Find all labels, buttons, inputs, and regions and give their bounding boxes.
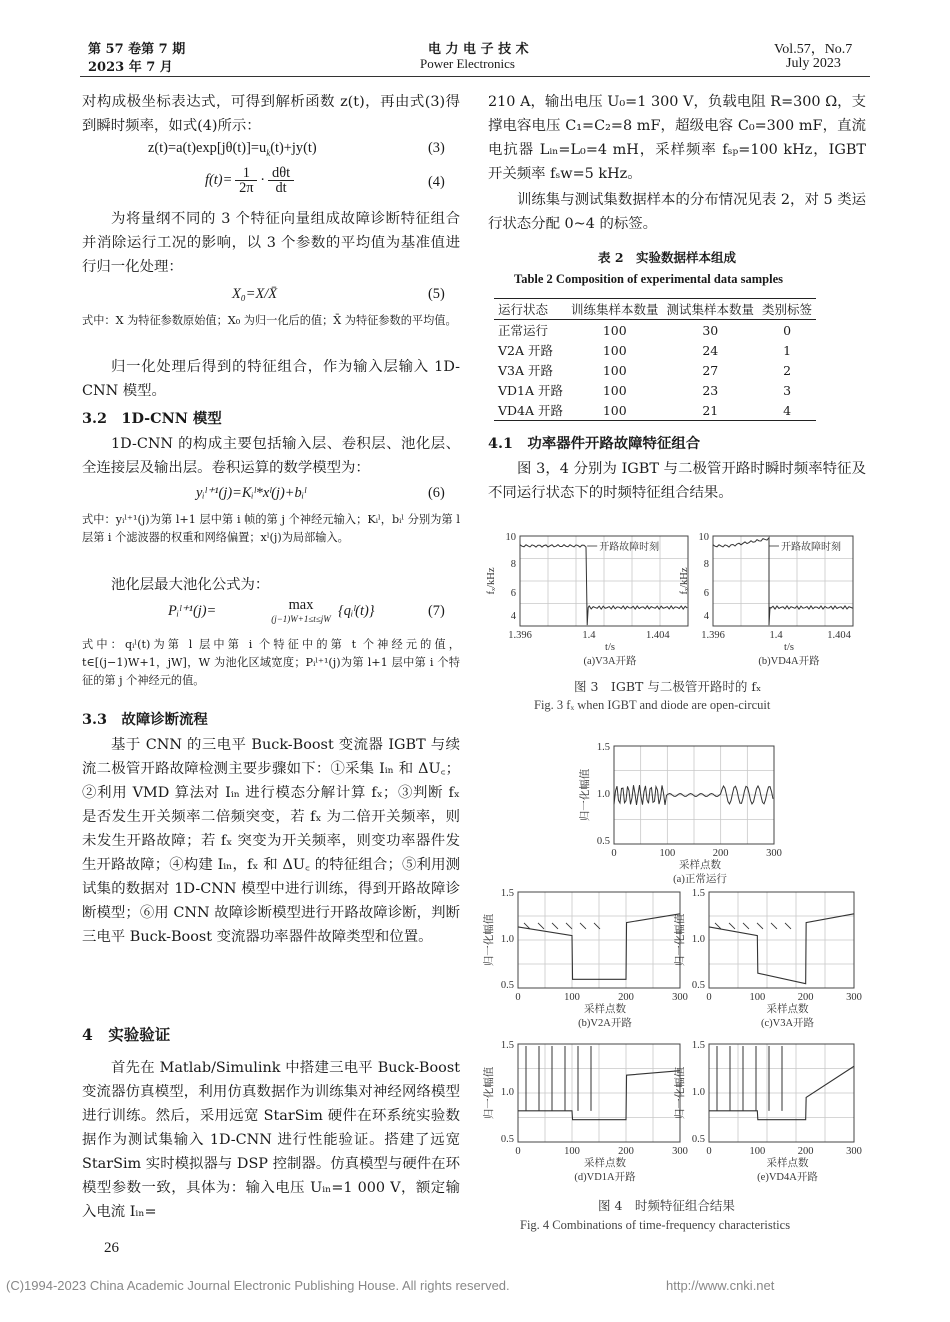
x-tick-label: 1.404 [645,630,670,641]
y-tick-label: 1.5 [691,888,705,899]
y-tick-label: 10 [505,532,516,543]
x-tick-label: 0 [706,992,712,1003]
table-cell: 30 [702,322,719,338]
x-tick-label: 100 [564,992,580,1003]
x-tick-label: 100 [749,992,766,1003]
y-tick-label: 6 [510,587,516,599]
y-axis-label: 归一化幅值 [580,768,591,822]
y-axis-label: 归一化幅值 [675,1066,686,1120]
ripple-mark [785,923,791,929]
table-cell: 23 [702,382,719,398]
equation-7-rhs: {qᵢˡ(t)} [338,603,375,619]
paragraph-experiment-setup: 首先在 Matlab/Simulink 中搭建三电平 Buck-Boost 变流器仿真模型，利用仿真数据作为训练集对神经网络模型进行训练。然后，采用远宽 StarSim 硬件在环系统实验数据作为测试集输入 1D-CNN 进行性能验证。搭建了远宽 StarSim 实时模拟器与 DSP 控制器。仿真模型与硬件在环模型参数一致，具体为：输入电压 Uᵢₙ=1 000 V，额定输入电流 Iᵢₙ= [82,1060,460,1220]
x-tick-label: 100 [749,1146,766,1157]
footer-copyright: (C)1994-2023 China Academic Journal Electronic Publishing House. All rights reserved. [6,1278,510,1293]
table-cell: VD1A 开路 [498,383,564,398]
paragraph-table-intro: 训练集与测试集数据样本的分布情况见表 2，对 5 类运行状态分配 0~4 的标签。 [488,192,866,232]
y-tick-label: 1.0 [500,934,514,946]
section-3-3-heading: 3.3 故障诊断流程 [82,711,208,728]
x-axis-label: 采样点数 [766,1004,809,1015]
series-line [614,785,773,805]
x-tick-label: 200 [797,1146,814,1157]
annotation-label: 开路故障时刻 [599,542,660,553]
x-tick-label: 0 [515,1146,521,1157]
x-tick-label: 300 [672,1146,688,1157]
chart-svg [677,528,887,674]
table-2 [494,298,816,421]
table-row [494,400,816,421]
equation-7-lhs: Pᵢˡ⁺¹(j)= [168,603,217,619]
x-tick-label: 200 [712,848,729,859]
y-tick-label: 6 [703,587,709,599]
paragraph-where-x: 式中：X 为特征参数原始值；X₀ 为归一化后的值；X̄ 为特征参数的平均值。 [82,314,457,327]
paragraph-diagnosis-steps: 基于 CNN 的三电平 Buck-Boost 变流器 IGBT 与续流二极管开路故障检测主要步骤如下：①采集 Iᵢₙ 和 ΔU꜀；②利用 VMD 算法对 Iᵢₙ 进行模态分解计算 fₓ；③判断 fₓ 是否发生开关频率二倍频突变，若 fₓ 为二倍开关频率，则未发生开路故障；若 fₓ 突变为开关频率，则变功率器件发生开路故障；④构建 Iᵢₙ，fₓ 和 ΔU꜀ 的特征组合；⑤利用测试集的数据对 1D-CNN 模型中进行训练，得到开路故障诊断模型；⑥用 CNN 故障诊断模型进行开路故障诊断，判断三电平 Buck-Boost 变流器功率器件故障类型和位置。 [82,737,460,945]
x-tick-label: 0 [611,848,617,859]
page-number: 26 [104,1240,119,1256]
table-cell: V3A 开路 [498,363,553,378]
x-axis-label: 采样点数 [584,1004,626,1015]
paragraph-figure-intro: 图 3，4 分别为 IGBT 与二极管开路时瞬时频率特征及不同运行状态下的时频特征组合结果。 [488,461,866,501]
chart-title: (d)VD1A开路 [574,1172,636,1183]
x-tick-label: 300 [846,1146,862,1157]
table-header: 运行状态 [498,302,549,317]
y-tick-label: 1.5 [500,888,514,899]
table-header: 训练集样本数量 [571,302,659,317]
table-cell: 100 [602,342,627,358]
y-tick-label: 8 [703,559,709,570]
figure-3-caption-en: Fig. 3 fₓ when IGBT and diode are open-circuit [534,698,771,712]
figure-3-caption-cn: 图 3 IGBT 与二极管开路时的 fₓ [574,679,762,694]
chart-title: (a)V3A开路 [583,656,637,667]
chart-svg [578,738,808,892]
equation-7-number: (7) [428,603,445,619]
table-cell: 100 [602,362,627,378]
chart-svg [673,884,888,1036]
paragraph-1dcnn-structure: 1D-CNN 的构成主要包括输入层、卷积层、池化层、全连接层及输出层。卷积运算的数学模型为： [82,436,460,476]
equation-5-number: (5) [428,286,445,302]
chart-title: (a)正常运行 [673,874,727,885]
paragraph-feature-input: 归一化处理后得到的特征组合，作为输入层输入 1D-CNN 模型。 [82,359,460,399]
table-cell: 2 [783,362,792,378]
y-tick-label: 4 [703,611,709,623]
y-axis-label: fₓ/kHz [679,567,690,595]
chart-grid [709,892,854,988]
section-3-2-heading: 3.2 1D-CNN 模型 [82,410,222,427]
table-2-caption-cn: 表 2 实验数据样本组成 [598,250,737,265]
y-axis-label: 归一化幅值 [484,1066,495,1120]
paragraph-where-y: 式中：yᵢˡ⁺¹(j)为第 l+1 层中第 i 帧的第 j 个神经元输入；Kᵢˡ，bᵢˡ 分别为第 l 层第 i 个滤波器的权重和网络偏置；xˡ(j)为局部输入。 [82,513,460,544]
chart-grid [518,1044,680,1142]
table-cell: 4 [783,402,792,418]
paragraph-where-q: 式中：qᵢˡ(t)为第 l 层中第 i 个特征中的第 t 个神经元的值，t∈[(j−1)W+1，jW]，W 为池化区域宽度；Pᵢˡ⁺¹(j)为第 l+1 层中第 i 个特征的第 j 个神经元的值。 [82,638,460,687]
equation-4: f(t)= $\frac{1}{2\pi}$ · dθt dt [205,166,294,195]
ripple-mark [580,923,586,929]
x-tick-label: 1.404 [827,630,851,641]
chart-title: (e)VD4A开路 [757,1172,818,1183]
paragraph-pooling: 池化层最大池化公式为： [111,577,270,593]
annotation-label: 开路故障时刻 [781,542,841,553]
table-cell: 100 [602,382,627,398]
x-axis-label: t/s [784,642,794,653]
x-axis-label: 采样点数 [584,1158,626,1169]
y-tick-label: 1.5 [691,1040,705,1051]
equation-5: X₀=X/X̄ [232,286,278,302]
x-tick-label: 100 [659,848,676,859]
table-row [494,380,816,400]
x-tick-label: 300 [672,992,688,1003]
table-cell: 100 [602,322,627,338]
table-row [494,340,816,360]
ripple-mark [538,923,544,929]
table-2-caption-en: Table 2 Composition of experimental data samples [514,272,783,286]
y-tick-label: 0.5 [691,980,705,992]
header-journal-cn: 电 力 电 子 技 术 [428,42,529,57]
x-tick-label: 1.396 [508,630,532,641]
header-volume: 第 57 卷第 7 期 [88,42,186,57]
header-date: 2023 年 7 月 [88,60,173,75]
ripple-mark [757,923,763,929]
y-tick-label: 1.0 [500,1087,514,1099]
header-date-en: July 2023 [786,56,841,71]
ripple-mark [729,923,735,929]
paragraph-parameters: 210 A，输出电压 U₀=1 300 V，负载电阻 R=300 Ω，支撑电容电压 C₁=C₂=8 mF，超级电容 C₀=300 mF，直流电抗器 Lᵢₙ=L₀=4 mH，采样频率 fₛₚ=100 kHz，IGBT 开关频率 fₛw=5 kHz。 [488,94,866,182]
x-tick-label: 300 [766,848,782,859]
table-header: 类别标签 [762,302,813,317]
x-tick-label: 0 [706,1146,712,1157]
header-journal-en: Power Electronics [420,56,515,71]
paragraph-analytic-function: 对构成极坐标表达式，可得到解析函数 z(t)，再由式(3)得到瞬时频率，如式(4)所示： [82,94,460,134]
ripple-mark [743,923,749,929]
table-cell: VD4A 开路 [498,403,564,418]
y-tick-label: 10 [698,532,709,543]
section-4-heading: 4 实验验证 [82,1025,171,1044]
x-axis-label: 采样点数 [679,860,721,871]
table-header: 测试集样本数量 [666,302,755,317]
chart-grid [518,892,680,988]
y-axis-label: 归一化幅值 [484,913,495,967]
table-cell: 27 [702,362,719,378]
equation-6: yᵢˡ⁺¹(j)=Kᵢˡ*xˡ(j)+bᵢˡ [196,485,306,501]
table-cell: 24 [702,342,719,358]
ripple-mark [771,923,777,929]
y-axis-label: fₓ/kHz [486,567,497,595]
table-cell: 21 [702,402,719,418]
x-tick-label: 300 [846,992,862,1003]
y-tick-label: 0.5 [500,980,514,992]
table-row [494,360,816,380]
header-rule [80,76,870,77]
y-tick-label: 1.0 [691,934,705,946]
figure-4-caption-en: Fig. 4 Combinations of time-frequency characteristics [520,1218,791,1232]
section-4-1-heading: 4.1 功率器件开路故障特征组合 [488,435,701,452]
header-vol-en: Vol.57，No.7 [774,42,853,57]
x-tick-label: 200 [797,992,814,1003]
y-tick-label: 1.0 [691,1087,705,1099]
equation-7-max: max (j−1)W+1≤t≤jW [271,597,331,624]
x-tick-label: 200 [618,1146,634,1157]
equation-6-number: (6) [428,485,445,501]
x-tick-label: 0 [515,992,521,1003]
y-tick-label: 0.5 [500,1134,514,1146]
y-tick-label: 1.0 [596,789,610,801]
equation-3: $z(t)=a(t)\exp[j\theta(t)]=u_k(t)+jy(t)$ [148,140,317,158]
equation-4-number: (4) [428,174,445,190]
x-tick-label: 1.4 [769,630,783,641]
chart-svg [673,1036,888,1190]
x-axis-label: 采样点数 [766,1158,809,1169]
table-header-row [494,299,816,320]
chart-title: (b)V2A开路 [578,1018,632,1029]
table-cell: 3 [783,382,792,398]
table-cell: 100 [602,402,627,418]
chart-title: (b)VD4A开路 [758,656,820,667]
x-tick-label: 1.4 [582,630,596,641]
footer-url: http://www.cnki.net [666,1278,775,1293]
equation-3-number: (3) [428,140,445,156]
table-cell: 1 [783,342,792,358]
y-tick-label: 1.5 [596,742,610,753]
y-tick-label: 1.5 [500,1040,514,1051]
paragraph-normalization: 为将量纲不同的 3 个特征向量组成故障诊断特征组合并消除运行工况的影响，以 3 个参数的平均值为基准值进行归一化处理： [82,211,460,275]
x-tick-label: 100 [564,1146,580,1157]
x-axis-label: t/s [605,642,615,653]
y-tick-label: 0.5 [691,1134,705,1146]
table-cell: 正常运行 [498,323,549,338]
y-tick-label: 4 [510,611,516,623]
y-tick-label: 8 [510,559,516,570]
x-tick-label: 1.396 [701,630,725,641]
ripple-mark [552,923,558,929]
chart-title: (c)V3A开路 [760,1018,815,1029]
y-tick-label: 0.5 [596,836,610,848]
series-line [520,545,687,625]
table-row [494,320,816,341]
y-axis-label: 归一化幅值 [675,913,686,967]
figure-4-caption-cn: 图 4 时频特征组合结果 [598,1198,735,1213]
table-cell: 0 [783,322,792,338]
x-tick-label: 200 [618,992,634,1003]
table-cell: V2A 开路 [498,343,553,358]
ripple-mark [566,923,572,929]
